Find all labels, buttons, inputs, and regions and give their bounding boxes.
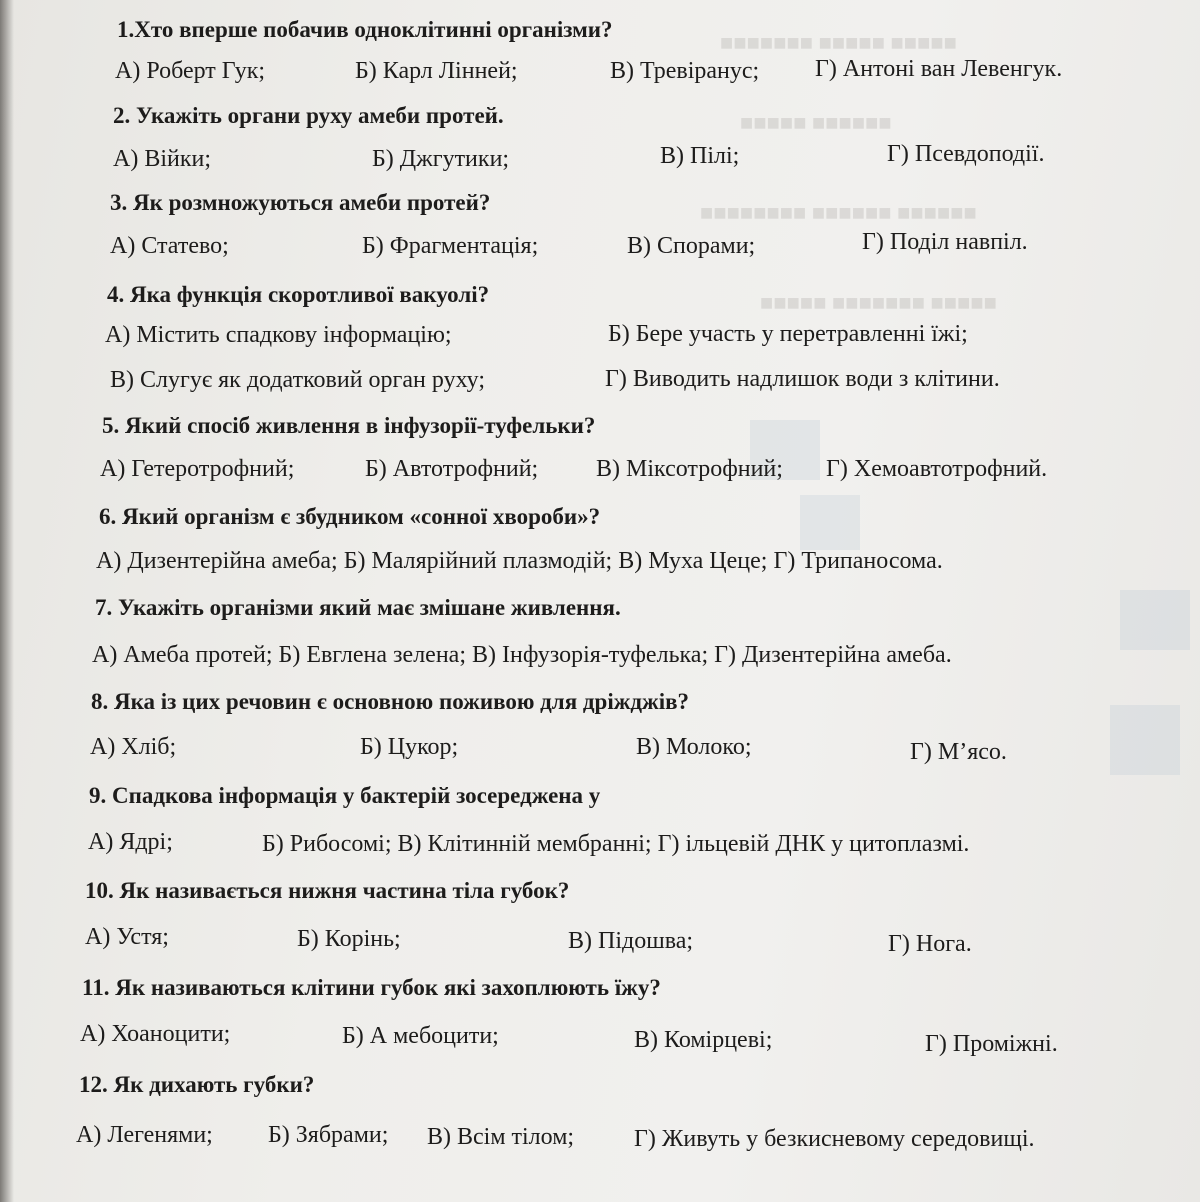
q12-option-d: Г) Живуть у безкисневому середовищі. bbox=[634, 1126, 1035, 1152]
q4-option-c: В) Слугує як додатковий орган руху; bbox=[110, 367, 485, 393]
q11-option-d: Г) Проміжні. bbox=[925, 1031, 1058, 1057]
question-4: 4. Яка функція скоротливої вакуолі? bbox=[107, 282, 490, 307]
q1-option-d: Г) Антоні ван Левенгук. bbox=[815, 56, 1063, 82]
question-11: 11. Як називаються клітини губок які захоплюють їжу? bbox=[82, 975, 661, 1000]
q8-option-a: А) Хліб; bbox=[90, 734, 177, 760]
q10-option-b: Б) Корінь; bbox=[297, 926, 401, 952]
show-through-text: ■■■■■ ■■■■■ ■■■■■■■ bbox=[720, 30, 957, 55]
q5-option-b: Б) Автотрофний; bbox=[365, 456, 539, 482]
q9-options-rest: Б) Рибосомі; В) Клітинній мембранні; Г) ільцевій ДНК у цитоплазмі. bbox=[262, 831, 970, 857]
q2-option-d: Г) Псевдоподії. bbox=[887, 141, 1045, 167]
q3-option-c: В) Спорами; bbox=[627, 233, 756, 259]
q5-option-d: Г) Хемоавтотрофний. bbox=[826, 456, 1048, 482]
question-12: 12. Як дихають губки? bbox=[79, 1072, 315, 1097]
q12-option-b: Б) Зябрами; bbox=[268, 1122, 389, 1148]
q10-option-c: В) Підошва; bbox=[568, 928, 694, 954]
q2-option-c: В) Пілі; bbox=[660, 143, 740, 169]
q1-option-c: В) Тревіранус; bbox=[610, 58, 760, 84]
q8-option-d: Г) М’ясо. bbox=[910, 739, 1007, 765]
q3-option-d: Г) Поділ навпіл. bbox=[862, 229, 1028, 255]
q12-option-c: В) Всім тілом; bbox=[427, 1124, 575, 1150]
q5-option-a: А) Гетеротрофний; bbox=[100, 456, 295, 482]
q4-option-a: А) Містить спадкову інформацію; bbox=[105, 322, 452, 348]
question-3: 3. Як розмножуються амеби протей? bbox=[110, 190, 491, 215]
question-1: 1.Хто вперше побачив одноклітинні організми? bbox=[117, 17, 613, 42]
show-through-mark bbox=[1110, 705, 1180, 775]
page-edge-shadow bbox=[0, 0, 14, 1202]
question-8: 8. Яка із цих речовин є основною поживою для дріжджів? bbox=[91, 689, 690, 714]
q3-option-b: Б) Фрагментація; bbox=[362, 233, 539, 259]
q2-option-a: А) Війки; bbox=[113, 146, 212, 172]
q11-option-b: Б) А мебоцити; bbox=[342, 1023, 499, 1049]
q10-option-a: А) Устя; bbox=[85, 924, 169, 950]
q8-option-c: В) Молоко; bbox=[636, 734, 752, 760]
question-5: 5. Який спосіб живлення в інфузорії-туфельки? bbox=[102, 413, 596, 438]
question-9: 9. Спадкова інформація у бактерій зосереджена у bbox=[89, 783, 601, 808]
question-10: 10. Як називається нижня частина тіла губок? bbox=[85, 878, 570, 903]
q9-option-a: А) Ядрі; bbox=[88, 829, 173, 855]
q11-option-c: В) Комірцеві; bbox=[634, 1027, 773, 1053]
q12-option-a: А) Легенями; bbox=[76, 1122, 213, 1148]
question-2: 2. Укажіть органи руху амеби протей. bbox=[113, 103, 504, 128]
q1-option-a: А) Роберт Гук; bbox=[115, 58, 266, 84]
question-7: 7. Укажіть організми який має змішане живлення. bbox=[95, 595, 621, 620]
question-6: 6. Який організм є збудником «сонної хвороби»? bbox=[99, 504, 601, 529]
q11-option-a: А) Хоаноцити; bbox=[80, 1021, 231, 1047]
show-through-text: ■■■■■■ ■■■■■■ ■■■■■■■■ bbox=[700, 200, 977, 225]
show-through-text: ■■■■■■ ■■■■■ bbox=[740, 110, 892, 135]
q7-options: А) Амеба протей; Б) Евглена зелена; В) Інфузорія-туфелька; Г) Дизентерійна амеба. bbox=[92, 642, 952, 668]
show-through-mark bbox=[1120, 590, 1190, 650]
show-through-mark bbox=[800, 495, 860, 550]
q10-option-d: Г) Нога. bbox=[888, 931, 972, 957]
show-through-text: ■■■■■ ■■■■■■■ ■■■■■ bbox=[760, 290, 997, 315]
q8-option-b: Б) Цукор; bbox=[360, 734, 459, 760]
q3-option-a: А) Статево; bbox=[110, 233, 229, 259]
q4-option-b: Б) Бере участь у перетравленні їжі; bbox=[608, 321, 968, 347]
q6-options: А) Дизентерійна амеба; Б) Малярійний плазмодій; В) Муха Цеце; Г) Трипаносома. bbox=[96, 548, 943, 574]
q2-option-b: Б) Джгутики; bbox=[372, 146, 510, 172]
q5-option-c: В) Міксотрофний; bbox=[596, 456, 783, 482]
q1-option-b: Б) Карл Лінней; bbox=[355, 58, 518, 84]
q4-option-d: Г) Виводить надлишок води з клітини. bbox=[605, 366, 1000, 392]
